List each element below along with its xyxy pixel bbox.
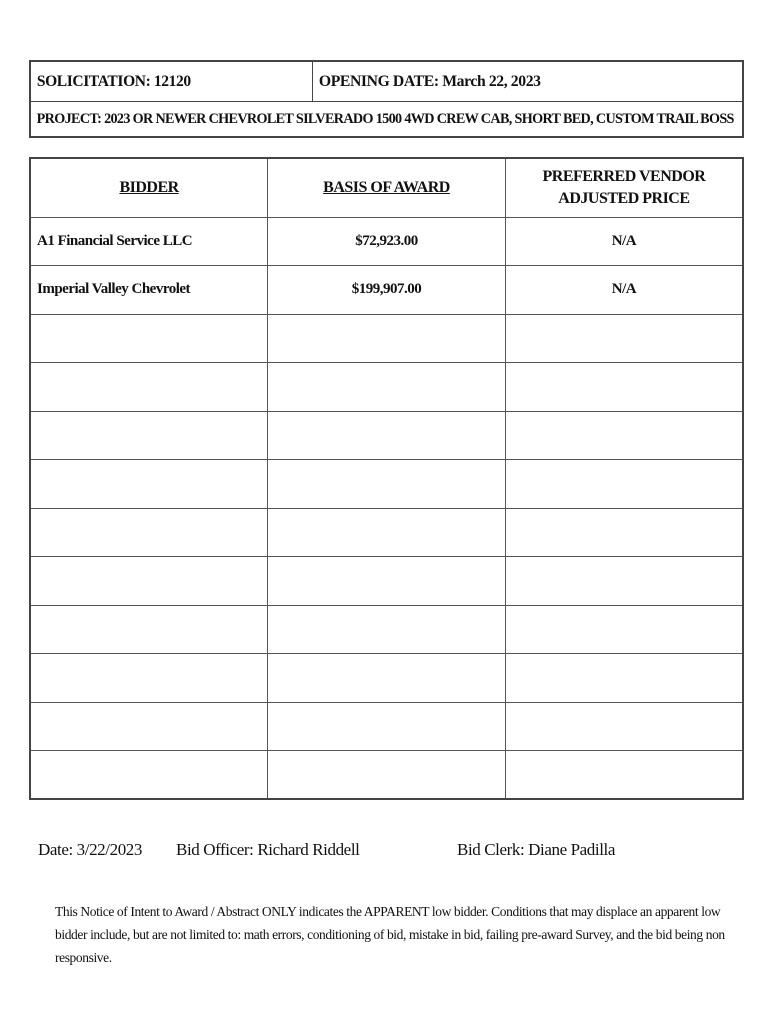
column-header-preferred-vendor-price [505,158,743,217]
solicitation-number: SOLICITATION: 12120 [36,72,191,90]
bidder-cell [30,411,268,460]
award-date: Date: 3/22/2023 [38,840,143,859]
basis-of-award-cell [268,702,506,751]
bidder-cell [30,702,268,751]
basis-of-award-cell [268,411,506,460]
preferred-vendor-price-cell [505,314,743,363]
table-row [30,702,743,751]
table-row [30,411,743,460]
bidder-cell [30,508,268,557]
basis-of-award-cell: $199,907.00 [268,266,506,315]
preferred-vendor-price-cell: N/A [505,217,743,266]
basis-of-award-cell [268,751,506,800]
bid-abstract-table [29,157,744,800]
basis-of-award-cell: $72,923.00 [268,217,506,266]
bidder-cell [30,557,268,606]
basis-of-award-cell [268,557,506,606]
header-row-top [31,62,742,102]
basis-of-award-cell [268,460,506,509]
preferred-vendor-header-label: PREFERRED VENDOR ADJUSTED PRICE [542,167,706,207]
table-row [30,654,743,703]
notice-of-intent-disclaimer: This Notice of Intent to Award / Abstract ONLY indicates the APPARENT low bidder. Conditions that may displace an apparent low bidder include, but are not limited to: math errors, conditioning of bid, mistake in bid, failing pre-award Survey, and the bid being non responsive. [55,904,725,965]
table-header-row [30,158,743,217]
table-row [30,751,743,800]
basis-of-award-cell [268,654,506,703]
basis-of-award-cell [268,363,506,412]
basis-of-award-header-label: BASIS OF AWARD [323,178,450,196]
bidder-cell [30,654,268,703]
bidder-cell [30,751,268,800]
bidder-cell [30,605,268,654]
preferred-vendor-price-cell [505,605,743,654]
bid-officer: Bid Officer: Richard Riddell [176,840,360,859]
column-header-basis-of-award [268,158,506,217]
bid-clerk: Bid Clerk: Diane Padilla [457,840,616,859]
table-row [30,460,743,509]
header-row-project [31,101,742,138]
preferred-vendor-price-cell [505,751,743,800]
bidder-cell [30,314,268,363]
table-row [30,217,743,266]
column-header-bidder [30,158,268,217]
bidder-header-label: BIDDER [119,178,179,196]
preferred-vendor-price-cell [505,508,743,557]
basis-of-award-cell [268,314,506,363]
basis-of-award-cell [268,508,506,557]
table-row [30,266,743,315]
preferred-vendor-price-cell: N/A [505,266,743,315]
preferred-vendor-price-cell [505,654,743,703]
preferred-vendor-price-cell [505,702,743,751]
bidder-cell: Imperial Valley Chevrolet [30,266,268,315]
project-description: PROJECT: 2023 OR NEWER CHEVROLET SILVERADO 1500 4WD CREW CAB, SHORT BED, CUSTOM TRAIL BOSS [36,111,734,127]
bidder-cell [30,460,268,509]
preferred-vendor-price-cell [505,411,743,460]
table-row [30,557,743,606]
bid-rows [30,217,743,799]
bidder-cell: A1 Financial Service LLC [30,217,268,266]
table-row [30,314,743,363]
table-row [30,363,743,412]
preferred-vendor-price-cell [505,460,743,509]
preferred-vendor-price-cell [505,557,743,606]
table-row [30,508,743,557]
solicitation-header [29,60,744,138]
basis-of-award-cell [268,605,506,654]
preferred-vendor-price-cell [505,363,743,412]
opening-date: OPENING DATE: March 22, 2023 [312,62,734,101]
table-row [30,605,743,654]
bidder-cell [30,363,268,412]
